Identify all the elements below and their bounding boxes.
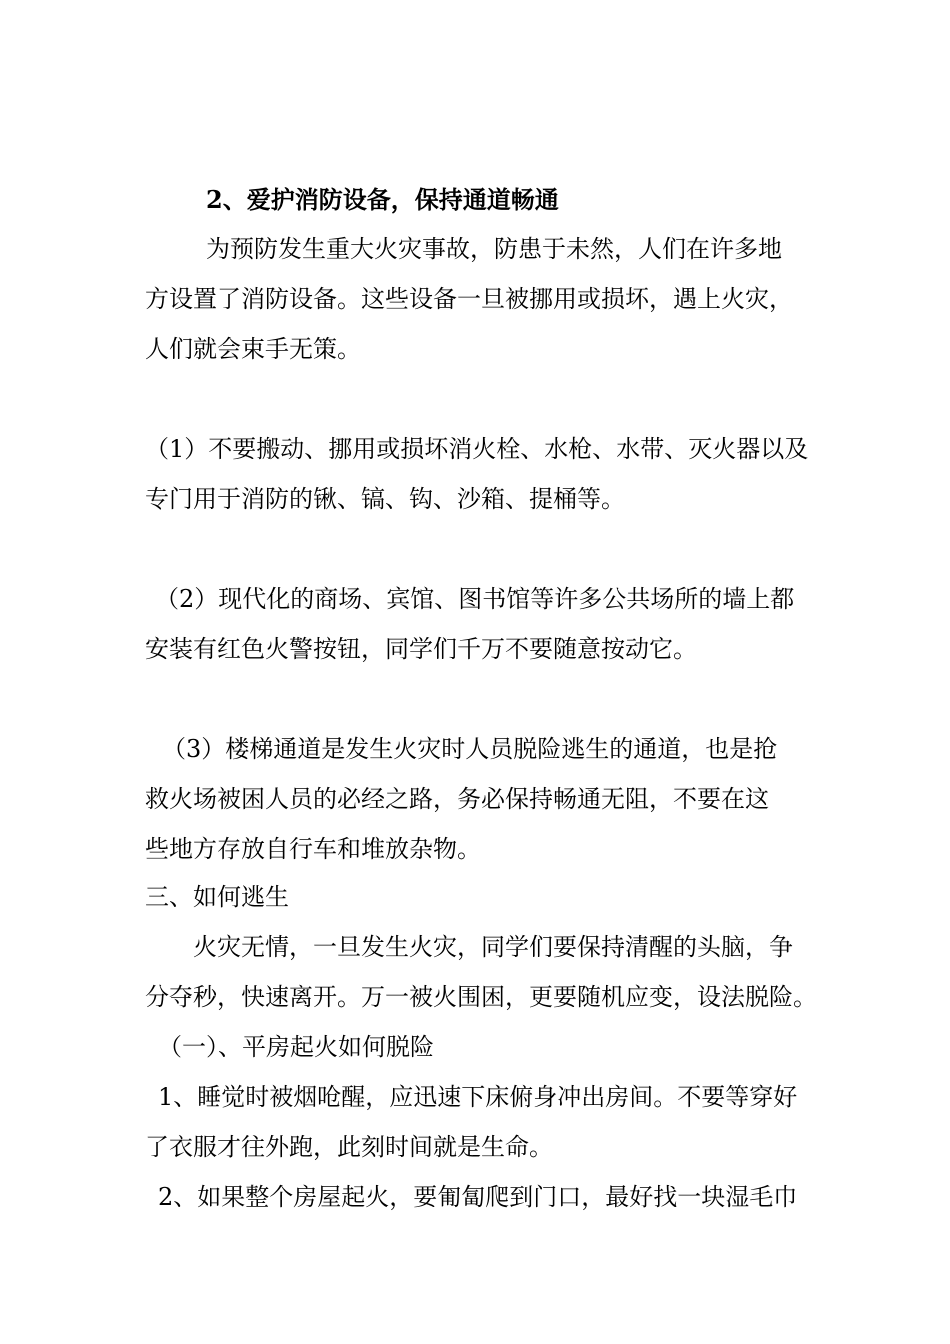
list-item-line: 救火场被困人员的必经之路，务必保持畅通无阻，不要在这: [145, 785, 769, 813]
section-heading: 三、如何逃生: [145, 883, 289, 911]
list-item-line: 了衣服才往外跑，此刻时间就是生命。: [145, 1133, 553, 1161]
paragraph-line: 分夺秒，快速离开。万一被火围困，更要随机应变，设法脱险。: [145, 983, 817, 1011]
section-heading: 2、爱护消防设备，保持通道畅通: [206, 185, 559, 214]
list-item-line: （3）楼梯通道是发生火灾时人员脱险逃生的通道，也是抢: [162, 735, 778, 763]
sub-heading: （一）、平房起火如何脱险: [158, 1033, 434, 1061]
paragraph-line: 火灾无情，一旦发生火灾，同学们要保持清醒的头脑，争: [193, 933, 793, 961]
list-item-line: 安装有红色火警按钮，同学们千万不要随意按动它。: [145, 635, 697, 663]
list-item-line: 1、睡觉时被烟呛醒，应迅速下床俯身冲出房间。不要等穿好: [158, 1083, 798, 1111]
list-item-line: （1）不要搬动、挪用或损坏消火栓、水枪、水带、灭火器以及: [145, 435, 809, 463]
list-item-line: 专门用于消防的锹、镐、钩、沙箱、提桶等。: [145, 485, 625, 513]
paragraph-line: 为预防发生重大火灾事故，防患于未然，人们在许多地: [206, 235, 782, 263]
list-item-line: 2、如果整个房屋起火，要匍匐爬到门口，最好找一块湿毛巾: [158, 1183, 798, 1211]
list-item-line: 些地方存放自行车和堆放杂物。: [145, 835, 481, 863]
paragraph-line: 人们就会束手无策。: [145, 335, 361, 363]
paragraph-line: 方设置了消防设备。这些设备一旦被挪用或损坏，遇上火灾，: [145, 285, 793, 313]
list-item-line: （2）现代化的商场、宾馆、图书馆等许多公共场所的墙上都: [155, 585, 795, 613]
